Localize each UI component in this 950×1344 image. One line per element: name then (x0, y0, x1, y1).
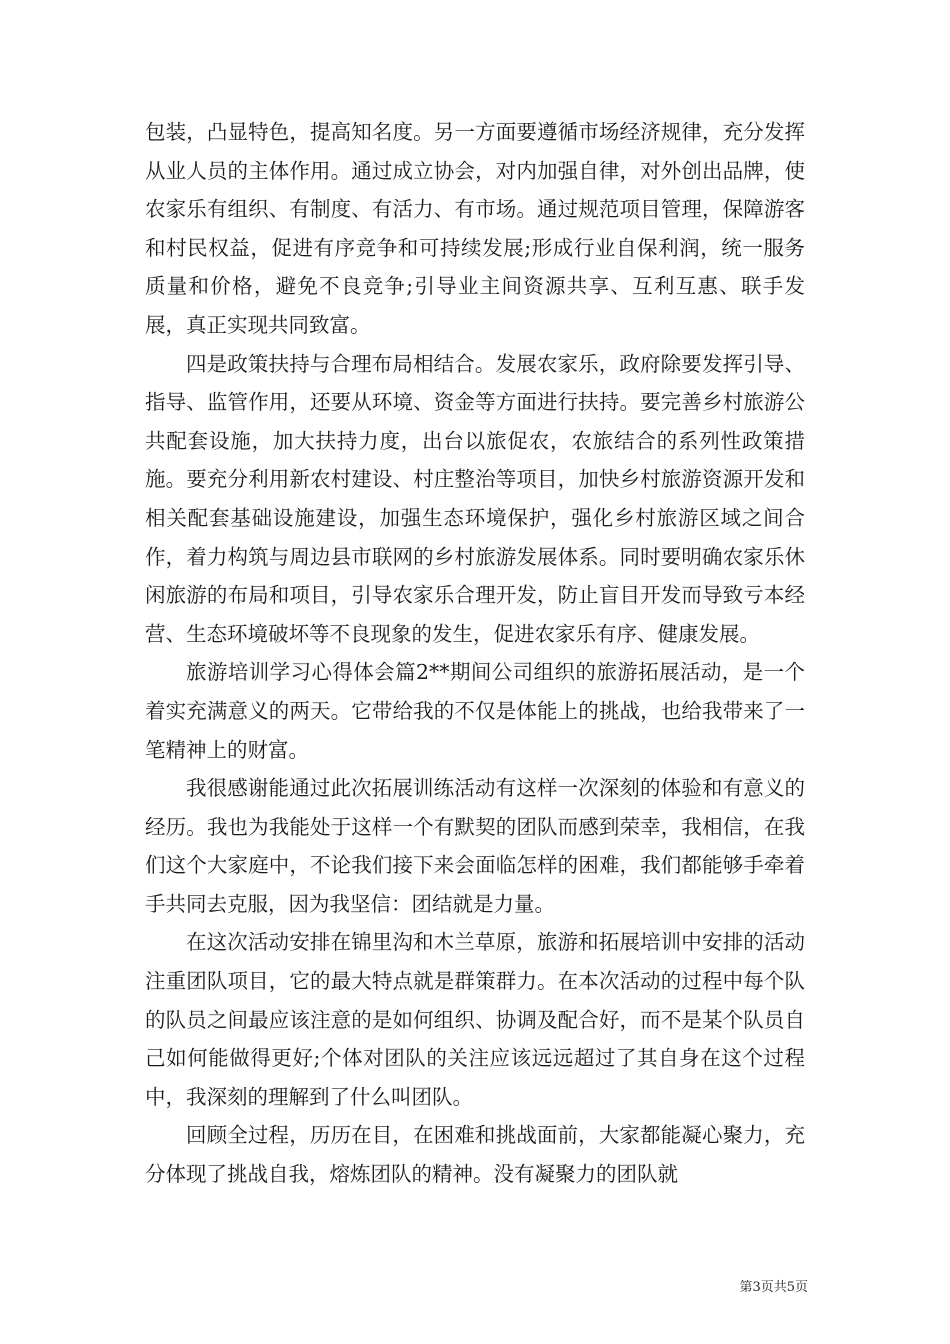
paragraph-policy-support: 四是政策扶持与合理布局相结合。发展农家乐，政府除要发挥引导、指导、监管作用，还要从环境、资金等方面进行扶持。要完善乡村旅游公共配套设施，加大扶持力度，出台以旅促农，农旅结合的系列性政策措施。要充分利用新农村建设、村庄整治等项目，加快乡村旅游资源开发和相关配套基础设施建设，加强生态环境保护，强化乡村旅游区域之间合作，着力构筑与周边县市联网的乡村旅游发展体系。同时要明确农家乐休闲旅游的布局和项目，引导农家乐合理开发，防止盲目开发而导致亏本经营、生态环境破坏等不良现象的发生，促进农家乐有序、健康发展。 (145, 351, 805, 646)
paragraph-article-2-intro: 旅游培训学习心得体会篇2**期间公司组织的旅游拓展活动，是一个着实充满意义的两天。它带给我的不仅是体能上的挑战，也给我带来了一笔精神上的财富。 (145, 660, 805, 762)
paragraph-continued: 包装，凸显特色，提高知名度。另一方面要遵循市场经济规律，充分发挥从业人员的主体作用。通过成立协会，对内加强自律，对外创出品牌，使农家乐有组织、有制度、有活力、有市场。通过规范项目管理，保障游客和村民权益，促进有序竞争和可持续发展;形成行业自保利润，统一服务质量和价格，避免不良竞争;引导业主间资源共享、互利互惠、联手发展，真正实现共同致富。 (145, 120, 805, 337)
paragraph-review: 回顾全过程，历历在目，在困难和挑战面前，大家都能凝心聚力，充分体现了挑战自我，熔炼团队的精神。没有凝聚力的团队就 (145, 1123, 805, 1187)
paragraph-gratitude: 我很感谢能通过此次拓展训练活动有这样一次深刻的体验和有意义的经历。我也为我能处于这样一个有默契的团队而感到荣幸，我相信，在我们这个大家庭中，不论我们接下来会面临怎样的困难，我们都能够手牵着手共同去克服，因为我坚信：团结就是力量。 (145, 776, 805, 916)
body-text (145, 113, 805, 1194)
page-number: 第3页共5页 (739, 1280, 808, 1295)
paragraph-activity: 在这次活动安排在锦里沟和木兰草原，旅游和拓展培训中安排的活动注重团队项目，它的最大特点就是群策群力。在本次活动的过程中每个队的队员之间最应该注意的是如何组织、协调及配合好，而不是某个队员自己如何能做得更好;个体对团队的关注应该远远超过了其自身在这个过程中，我深刻的理解到了什么叫团队。 (145, 930, 805, 1109)
